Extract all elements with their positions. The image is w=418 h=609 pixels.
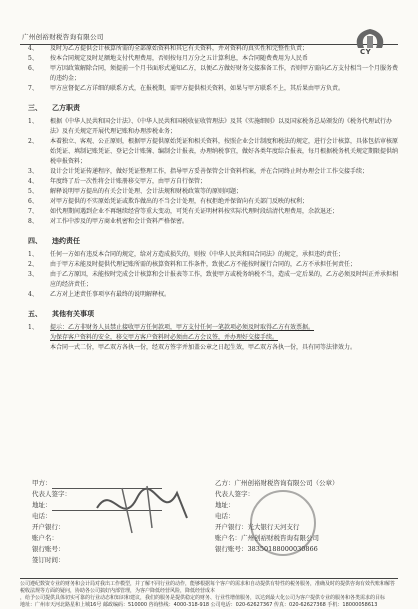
clause-number: 1、 bbox=[28, 118, 38, 125]
clause-text: 解释说明甲方提出的有关会计处理、会计法规和财税政策等的原则问题； bbox=[50, 188, 243, 195]
contract-body bbox=[20, 44, 398, 353]
party-b-bank: 开户银行：光大银行天河支行 bbox=[215, 523, 300, 531]
clause-number: 4、 bbox=[28, 45, 38, 52]
clause-item bbox=[20, 187, 398, 197]
clause-text: 甲方应督促乙方详细的联系方式，在报税期，需甲方提供相关资料，如果与甲方联系不上，其后果由甲方负责。 bbox=[50, 85, 345, 92]
clause-number: 4、 bbox=[28, 178, 38, 185]
clause-number: 1、 bbox=[28, 324, 38, 331]
party-b-tel: 电话： bbox=[215, 512, 235, 520]
party-a-tel-label: 电话： bbox=[32, 512, 52, 520]
party-a-signature-icon bbox=[92, 478, 202, 538]
party-b-name: 乙方：广州创裕财税咨询有限公司（公章） bbox=[215, 479, 339, 487]
clause-item bbox=[20, 270, 398, 290]
party-a-block bbox=[32, 478, 212, 566]
clause-number: 5、 bbox=[28, 55, 38, 62]
clause-item bbox=[20, 137, 398, 167]
clause-number: 7、 bbox=[28, 85, 38, 92]
section-4-items bbox=[20, 250, 398, 300]
clause-number: 3、 bbox=[28, 271, 38, 278]
clause-text: 本着独立、客观、公正原则，根据甲方提供原始凭证和相关资料，按照企业会计制度和税法的规定，进行会计核算，具体包括审核原始凭证、填制记账凭证、登记会计账簿、编制会计报表，办理纳税事宜，做好各类年度综合报表，每月根据税务机关规定期限提供纳税申报资料； bbox=[50, 138, 399, 165]
page-footer bbox=[20, 578, 398, 609]
party-a-rep-label: 代表人签字： bbox=[32, 490, 71, 498]
footer-line-2: ，给予公司提供具体切实可靠的行业动态和知识和建议，我们的服务是提供稳定的财务、行业性增值服务，以达到最大化公司为客户提供专业的服务和各类需求的目标 bbox=[20, 595, 386, 601]
clause-item bbox=[20, 177, 398, 187]
clause-item bbox=[20, 343, 398, 353]
clause-text: 及时为乙方提供会计核算所需的全部原始资料和其它有关资料，并对资料的真实性和完整性负责； bbox=[50, 45, 309, 52]
party-b-address: 地址： bbox=[215, 501, 235, 509]
clause-text: 按本合同规定及时足额地支付代理费用，否则按每月万分之五计算利息，本合同随费费用为人民币 bbox=[50, 55, 309, 62]
clause-number: 5、 bbox=[28, 188, 38, 195]
clause-text: 本合同一式二份，甲乙双方各执一份，经双方签字并加盖公章之日起生效，甲乙双方各执一份，具有同等法律效力。 bbox=[50, 344, 357, 351]
clause-text: 为保存客户资料的安全，移交甲方客户资料时必须由乙方会议签，并办理好交接手续。 bbox=[50, 334, 279, 341]
party-a-address-label: 地址： bbox=[32, 501, 52, 509]
clause-text: 根据《中华人民共和国会计法》、《中华人民共和国税收征收管理法》及其《实施细则》以及国家税务总局颁发的《税务代理试行办法》及有关规定开展代理记账和办理涉税业务； bbox=[50, 118, 393, 135]
clause-item bbox=[20, 54, 398, 64]
clause-text: 甲方因政策解除合同，须提前一个月书面形式通知乙方，以便乙方做好财务交接准备工作，否则甲方需向乙方支付相当一个月服务费的违约金； bbox=[50, 65, 399, 82]
clause-item bbox=[20, 117, 398, 137]
clause-number bbox=[20, 343, 50, 353]
clause-number: 8、 bbox=[28, 218, 38, 225]
footer-line-3: 地址：广州市天河北路星和上城16号 邮政编码：510000 咨询热线：4000-318-918 公司电话：020-62627367 传真：020-62627368 手机：18000058613 bbox=[20, 602, 378, 608]
clause-text: 由于乙方原因，未能按时完成会计核算和会计报表等工作，致使甲方或税务纳税不当，造成一定后果的，乙方必须及时纠正并承担相应的经济责任； bbox=[50, 271, 399, 288]
clause-number: 2、 bbox=[28, 138, 38, 145]
clause-number: 7、 bbox=[28, 208, 38, 215]
clause-item bbox=[20, 44, 398, 54]
party-a-bank-label: 开户银行： bbox=[32, 523, 65, 531]
clause-number: 3、 bbox=[28, 168, 38, 175]
clause-number: 6、 bbox=[28, 65, 38, 72]
clause-item bbox=[20, 323, 398, 333]
clause-text: 任何一方如有违反本合同的规定，给对方造成损失的，则按《中华人民共和国合同法》的规定，承担违约责任； bbox=[50, 251, 345, 258]
clause-text: 对工作中涉及的甲方商业机密和会计资料严格保密。 bbox=[50, 218, 189, 225]
clause-number: 6、 bbox=[28, 198, 38, 205]
clause-item bbox=[20, 217, 398, 227]
clause-text: 如代理期间遇到企业不再继续经营等重大变动，可凭有关证明材料按实际代理时段结清代理费用，余款退还； bbox=[50, 208, 339, 215]
party-b-account-no: 银行账号：38350188000030866 bbox=[215, 545, 318, 553]
logo-text: CY bbox=[360, 48, 372, 56]
clause-text: 乙方对上述责任事项享有最终的说明解释权。 bbox=[50, 291, 171, 298]
clause-text: 设计会计凭证传递程序，做好凭证整理工作，指导甲方妥善保管会计资料档案，并在合同终止时办理会计工作交接手续； bbox=[50, 168, 369, 175]
section-3-items bbox=[20, 117, 398, 227]
footer-line-1: 公司遵纪数资专业的财务和会计局对我出工作模型，并了解不同行业的动作，能够根据每个客户的需求和自动提供有特性的税务服务，准确及时的提供咨询有效代账和解答税收法规等方面的疑问，协助各公司搞好内部管理，为客户降低经营风险，降低经营成本 bbox=[20, 581, 396, 594]
clause-text: 由于甲方未能及时提供代理记账所需的核算资料和工作条件，致使乙方不能按时履行合同的，乙方不承担任何责任； bbox=[50, 261, 357, 268]
clause-item bbox=[20, 260, 398, 270]
clause-number: 1、 bbox=[28, 251, 38, 258]
section-4-heading: 四、 违约责任 bbox=[28, 237, 80, 245]
section-3-heading: 三、 乙方职责 bbox=[28, 104, 80, 112]
party-a-account-label: 账户名： bbox=[32, 534, 58, 542]
section-5-items bbox=[20, 323, 398, 353]
clause-number bbox=[20, 333, 50, 343]
clauses-top bbox=[20, 44, 398, 94]
clause-item bbox=[20, 64, 398, 84]
party-b-rep: 代表人签字： bbox=[215, 490, 254, 498]
party-a-date-label: 签订时间： bbox=[32, 556, 65, 564]
party-b-account-name: 账户名：广州创裕财税咨询有限公司 bbox=[215, 534, 319, 542]
clause-item bbox=[20, 84, 398, 94]
clause-number: 4、 bbox=[28, 291, 38, 298]
party-a-acctno-label: 银行账号： bbox=[32, 545, 65, 553]
clause-text: 对甲方提供的不实原始凭证或欺诈做出的不当会计处理，有权拒绝并保留向有关部门反映的权利； bbox=[50, 198, 309, 205]
clause-item bbox=[20, 167, 398, 177]
clause-item bbox=[20, 250, 398, 260]
clause-text: 提示：乙方非财务人员禁止接收甲方任何款项，甲方支付任何一笔款项必须及时取得乙方有效票据。 bbox=[50, 324, 315, 331]
company-name: 广州创裕财税咨询有限公司 bbox=[22, 33, 104, 41]
clause-item bbox=[20, 290, 398, 300]
clause-item bbox=[20, 197, 398, 207]
section-5-heading: 五、 其他有关事项 bbox=[28, 310, 94, 318]
company-seal-icon bbox=[250, 490, 316, 556]
clause-number: 2、 bbox=[28, 261, 38, 268]
clause-item bbox=[20, 333, 398, 343]
clause-item bbox=[20, 207, 398, 217]
clause-text: 年度终了后一次性将会计账册移交甲方，由甲方自行保管； bbox=[50, 178, 207, 185]
party-a-label: 甲方： bbox=[32, 479, 52, 487]
